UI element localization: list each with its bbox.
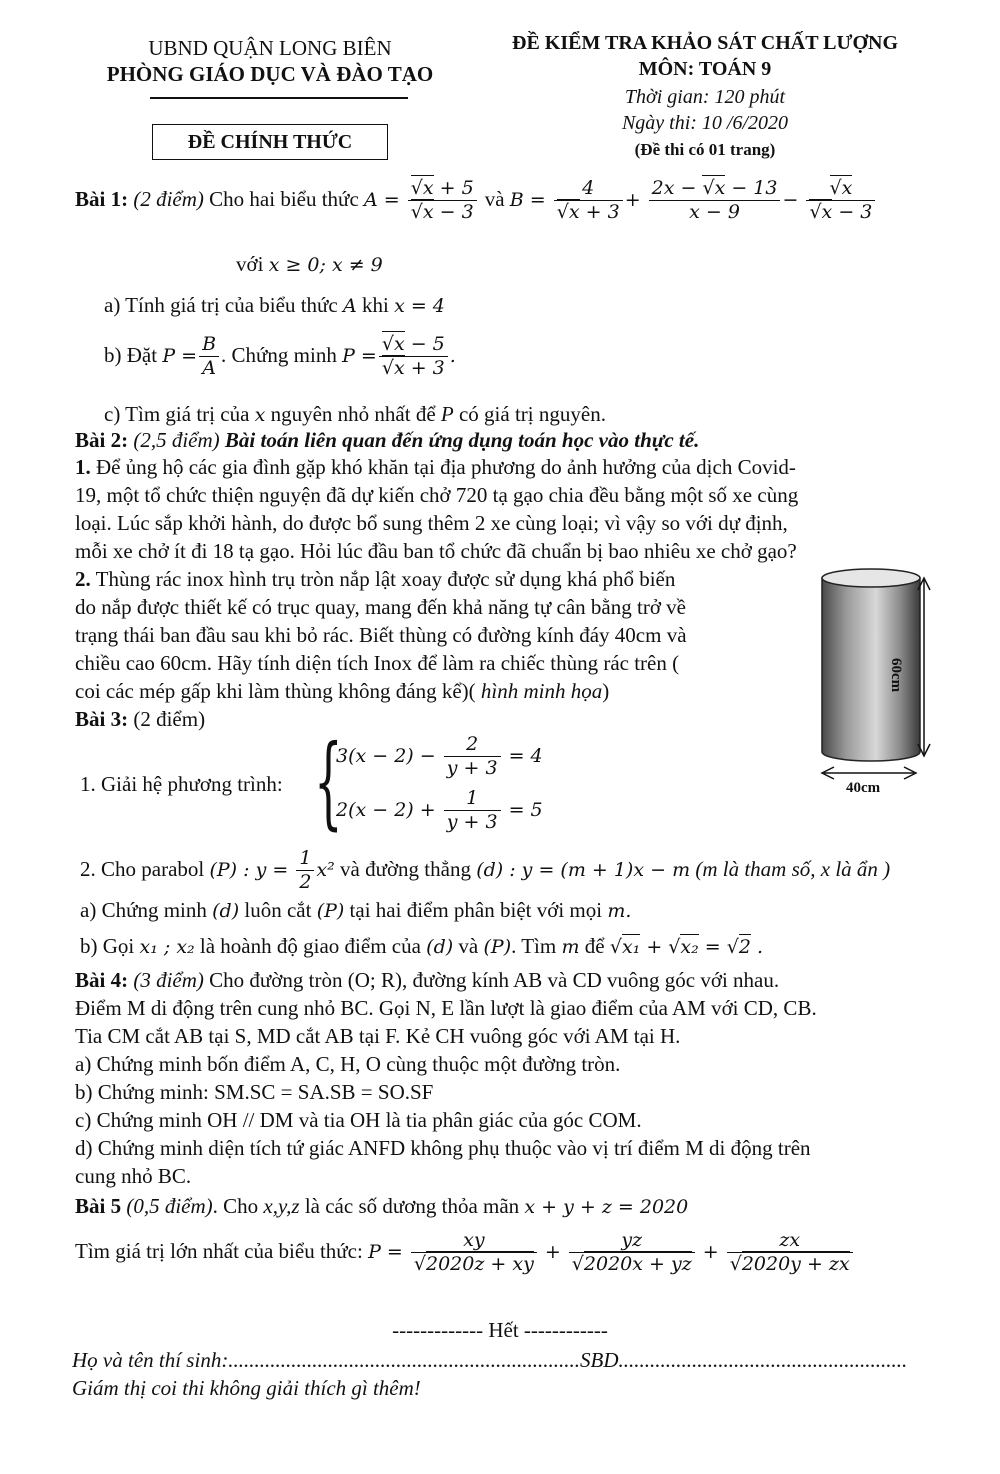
bai4-part-c: c) Chứng minh OH // DM và tia OH là tia phân giác của góc COM. (75, 1108, 642, 1132)
bai1-condition (236, 252, 383, 277)
bai2-p2-line3: trạng thái ban đầu sau khi bỏ rác. Biết thùng có đường kính đáy 40cm và (75, 623, 687, 647)
parabol-eq: (P) : y = $\frac{1}{2}$ x² (209, 847, 335, 893)
bai5-expr: P = $\frac{xy}{√2020z + xy}$ + $\frac{yz}{√2020x + yz}$ + $\frac{zx}{√2020y + zx}$ (368, 1241, 855, 1263)
bai3-q2 (80, 848, 890, 894)
bai3-label: Bài 3: (75, 707, 129, 731)
bai3-part-b (80, 934, 763, 959)
bai4-part-d-cont: cung nhỏ BC. (75, 1164, 192, 1188)
bai5-line1 (75, 1194, 688, 1219)
b3a-end: tại hai điểm phân biệt với mọi (349, 898, 603, 922)
invigilator-note: Giám thị coi thi không giải thích gì thêm! (72, 1376, 421, 1400)
bai2-p1-line1 (75, 455, 796, 480)
bai2-points: (2,5 điểm) (133, 428, 220, 452)
expr-a: A = $\frac{√x + 5}{√x - 3}$ (364, 189, 485, 211)
system-brace: { (314, 723, 343, 840)
bai4-part-d: d) Chứng minh diện tích tứ giác ANFD không phụ thuộc vào vị trí điểm M di động trên (75, 1136, 811, 1160)
bai1-label: Bài 1: (75, 186, 129, 211)
b3b-text: b) Gọi (80, 934, 135, 958)
part-a-text: a) Tính giá trị của biểu thức (104, 293, 338, 317)
figure-height-label: 60cm (888, 658, 904, 693)
bai2-heading (75, 428, 699, 453)
bai3-part-a (80, 898, 631, 923)
bai4-intro: Cho đường tròn (O; R), đường kính AB và CD vuông góc với nhau. (209, 968, 780, 992)
p2-text: Thùng rác inox hình trụ tròn nắp lật xoay được sử dụng khá phổ biến (95, 567, 676, 591)
bai5-intro: . Cho (212, 1194, 259, 1218)
bai3-heading (75, 707, 205, 732)
part-b-prefix: b) Đặt (104, 342, 158, 367)
bai5-line2 (75, 1230, 855, 1276)
part-c-var: x (254, 404, 266, 426)
b3b-find: . Tìm (511, 934, 557, 958)
authority-name: UBND QUẬN LONG BIÊN (148, 36, 392, 60)
bai5-vars: x,y,z (263, 1194, 300, 1218)
bai2-p2-line1 (75, 567, 675, 592)
equation-1: 3(x − 2) − $\frac{2}{y + 3}$ = 4 (336, 733, 543, 779)
bai2-p2-line2: do nắp được thiết kế có trục quay, mang đến khả năng tự cân bằng trở về (75, 595, 686, 619)
bai4-line3: Tia CM cắt AB tại S, MD cắt AB tại F. Kẻ CH vuông góc với AM tại H. (75, 1024, 681, 1048)
bai1-part-b (104, 334, 456, 380)
cylinder-figure (810, 560, 960, 800)
b3a-p: (P) (316, 900, 345, 922)
exam-date: Ngày thi: 10 /6/2020 (621, 112, 789, 134)
part-a-mid: khi (361, 293, 389, 317)
part-b-mid: . Chứng minh (221, 342, 337, 367)
bai3-points: (2 điểm) (133, 707, 206, 731)
b3a-d: (d) (212, 900, 240, 922)
bai1-points: (2 điểm) (133, 186, 204, 211)
bai5-cond-text: là các số dương thỏa mãn (304, 1194, 520, 1218)
bai5-points: (0,5 điểm) (126, 1194, 213, 1218)
q2-mid: và đường thẳng (340, 856, 471, 881)
part-c-var2: P (440, 402, 454, 426)
b3b-and: và (458, 934, 479, 958)
condition-value: x ≥ 0; x ≠ 9 (268, 254, 383, 276)
condition-prefix: với (236, 252, 264, 276)
bai1-part-c (104, 402, 606, 427)
p2-num: 2. (75, 567, 91, 591)
part-c-end: có giá trị nguyên. (458, 402, 606, 426)
q2-param: (m là tham số, x là ẩn ) (695, 856, 891, 881)
part-a-var: A (343, 295, 357, 317)
bai2-p1-line3: loại. Lúc sắp khởi hành, do được bổ sung thêm 2 xe cùng loại; vì vậy so với dự định, (75, 511, 788, 535)
equation-2: 2(x − 2) + $\frac{1}{y + 3}$ = 5 (336, 787, 543, 833)
p1-num: 1. (75, 455, 91, 479)
expr-b: B = $\frac{4}{√x + 3}$ + $\frac{2x - √x - 13}{x - 9}$ − $\frac{√x}{√x - 3}$ (510, 189, 878, 211)
department-name: PHÒNG GIÁO DỤC VÀ ĐÀO TẠO (106, 62, 434, 86)
bai4-label: Bài 4: (75, 968, 129, 992)
bai4-line2: Điểm M di động trên cung nhỏ BC. Gọi N, E lần lượt là giao điểm của AM với CD, CB. (75, 996, 817, 1020)
p2-italic: hình minh họa (480, 679, 603, 703)
b3b-mid: là hoành độ giao điểm của (199, 934, 421, 958)
bai2-p2-line4: chiều cao 60cm. Hãy tính diện tích Inox để làm ra chiếc thùng rác trên ( (75, 651, 680, 675)
bai1-and: và (484, 186, 505, 211)
b3a-text: a) Chứng minh (80, 898, 207, 922)
end-marker: ------------- Hết ------------ (392, 1318, 608, 1342)
bai3-q1: 1. Giải hệ phương trình: (80, 772, 283, 796)
part-c-rest: nguyên nhỏ nhất để (270, 402, 436, 426)
p2-line5-text: coi các mép gấp khi làm thùng không đáng kể)( (75, 679, 476, 703)
expr-p-def: P = $\frac{B}{A}$ (162, 345, 221, 367)
bai2-p1-line4: mỗi xe chở ít đi 18 tạ gạo. Hỏi lúc đầu ban tổ chức đã chuẩn bị bao nhiêu xe chở gạo? (75, 539, 797, 563)
bai1-intro: Cho hai biểu thức (209, 186, 359, 211)
bai4-points: (3 điểm) (133, 968, 204, 992)
b3b-m: m (561, 936, 580, 958)
q2-prefix: 2. Cho parabol (80, 856, 205, 881)
bai4-part-a: a) Chứng minh bốn điểm A, C, H, O cùng thuộc một đường tròn. (75, 1052, 621, 1076)
bai1-statement (75, 178, 877, 224)
line-eq: (d) : y = (m + 1)x − m (476, 858, 691, 881)
exam-title: ĐỀ KIỂM TRA KHẢO SÁT CHẤT LƯỢNG (512, 32, 898, 54)
b3a-m: m. (607, 900, 632, 922)
p1-text: Để ủng hộ các gia đình gặp khó khăn tại địa phương do ảnh hưởng của dịch Covid- (96, 455, 796, 479)
cylinder-body (822, 578, 920, 761)
part-a-cond: x = 4 (394, 295, 445, 317)
bai2-label: Bài 2: (75, 428, 129, 452)
bai1-part-a (104, 293, 445, 318)
b3a-mid: luôn cắt (244, 898, 312, 922)
figure-width-label: 40cm (846, 780, 881, 796)
bai4-part-b: b) Chứng minh: SM.SC = SA.SB = SO.SF (75, 1080, 434, 1104)
cylinder-top (822, 569, 920, 587)
official-label: ĐỀ CHÍNH THỨC (152, 124, 388, 160)
b3b-roots: x₁ ; x₂ (139, 936, 195, 958)
bai5-find: Tìm giá trị lớn nhất của biểu thức: (75, 1238, 363, 1263)
b3b-p: (P) (483, 936, 512, 958)
duration: Thời gian: 120 phút (624, 86, 786, 108)
bai5-label: Bài 5 (75, 1194, 122, 1218)
bai2-p1-line2: 19, một tổ chức thiện nguyện đã dự kiến chở 720 tạ gạo chia đều bằng một số xe cùng (75, 483, 799, 507)
bai5-cond: x + y + z = 2020 (524, 1196, 689, 1218)
expr-p: P = $\frac{√x - 5}{√x + 3}$ . (342, 333, 456, 379)
candidate-name-line: Họ và tên thí sinh:...................................................................SBD....................................................... (72, 1348, 908, 1372)
bai2-p2-line5 (75, 679, 609, 704)
subject: MÔN: TOÁN 9 (638, 58, 772, 80)
pages-note: (Đề thi có 01 trang) (634, 140, 776, 159)
part-c-text: c) Tìm giá trị của (104, 402, 250, 426)
bai4-line1 (75, 968, 779, 993)
p2-close: ) (602, 679, 610, 703)
b3b-d: (d) (426, 936, 454, 958)
header-rule (150, 97, 408, 99)
b3b-eq: √x₁ + √x₂ = √2 . (609, 936, 764, 958)
b3b-de: để (584, 934, 605, 958)
bai2-title: Bài toán liên quan đến ứng dụng toán học vào thực tế. (224, 428, 700, 452)
